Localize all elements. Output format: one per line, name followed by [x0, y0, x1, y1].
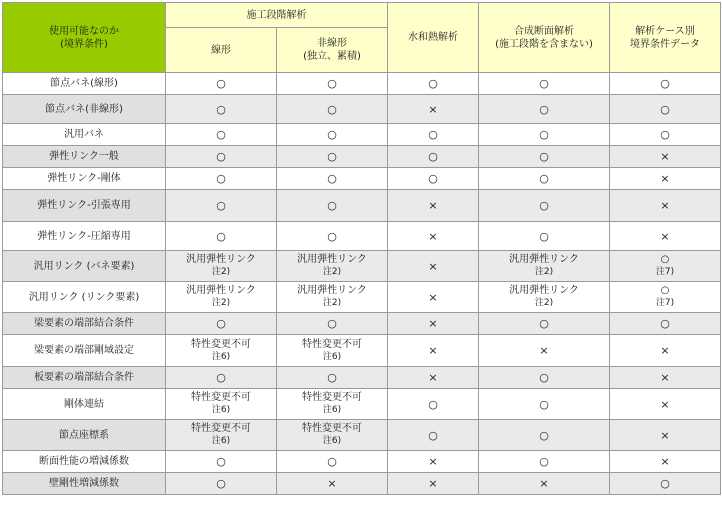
composite-header-line2: (施工段階を含まない): [495, 38, 593, 50]
row-label: 汎用リンク (バネ要素): [3, 251, 166, 282]
row-label: 汎用リンク (リンク要素): [3, 282, 166, 313]
table-cell: ○: [166, 190, 277, 222]
table-cell: ×: [610, 335, 721, 367]
row-label: 節点座標系: [3, 420, 166, 451]
table-cell: ○: [479, 367, 610, 389]
cell-note: 注7): [655, 267, 675, 277]
table-cell: ○: [479, 420, 610, 451]
cell-value: 特性変更不可: [302, 423, 362, 434]
table-cell: ×: [610, 389, 721, 420]
row-label: 弾性リンク-剛体: [3, 168, 166, 190]
cell-note: 注2): [534, 267, 554, 277]
table-cell: [166, 335, 277, 367]
cell-value: 汎用弾性リンク: [509, 254, 579, 265]
case-header-line1: 解析ケース別: [635, 25, 695, 37]
table-cell: ○: [479, 73, 610, 95]
nonlinear-header-line1: 非線形: [317, 38, 347, 49]
table-cell: [277, 420, 388, 451]
table-cell: ×: [388, 335, 479, 367]
corner-header-line2: (境界条件): [60, 38, 108, 50]
table-cell: ○: [277, 124, 388, 146]
case-boundary-header: [610, 3, 721, 73]
row-label: 節点バネ(線形): [3, 73, 166, 95]
table-cell: ×: [479, 335, 610, 367]
table-row: [3, 146, 721, 168]
cell-note: 注6): [322, 405, 342, 415]
table-cell: ○: [277, 451, 388, 473]
table-row: [3, 251, 721, 282]
table-cell: ×: [388, 313, 479, 335]
corner-header: [3, 3, 166, 73]
table-cell: ○: [610, 473, 721, 495]
cell-note: 注2): [322, 298, 342, 308]
table-cell: ○: [166, 367, 277, 389]
table-body: [3, 73, 721, 495]
table-cell: ○: [479, 124, 610, 146]
cell-note: 注2): [211, 267, 231, 277]
table-cell: ○: [479, 222, 610, 251]
table-row: [3, 190, 721, 222]
table-cell: ○: [277, 95, 388, 124]
cell-note: 注6): [211, 405, 231, 415]
table-cell: ○: [166, 146, 277, 168]
table-cell: ○: [166, 222, 277, 251]
table-cell: ○: [388, 420, 479, 451]
table-cell: [610, 282, 721, 313]
cell-note: 注6): [322, 436, 342, 446]
table-cell: ○: [277, 367, 388, 389]
cell-note: 注7): [655, 298, 675, 308]
cell-value: 汎用弾性リンク: [297, 254, 367, 265]
table-cell: ○: [166, 313, 277, 335]
row-label: 板要素の端部結合条件: [3, 367, 166, 389]
case-header-line2: 境界条件データ: [630, 38, 700, 50]
row-label: 梁要素の端部剛域設定: [3, 335, 166, 367]
table-cell: ×: [277, 473, 388, 495]
table-row: [3, 168, 721, 190]
row-label: 弾性リンク-圧縮専用: [3, 222, 166, 251]
table-cell: [166, 389, 277, 420]
cell-note: 注2): [211, 298, 231, 308]
table-cell: [479, 251, 610, 282]
table-cell: ×: [610, 190, 721, 222]
table-cell: ○: [479, 146, 610, 168]
table-cell: ×: [388, 190, 479, 222]
row-label: 節点バネ(非線形): [3, 95, 166, 124]
row-label: 汎用バネ: [3, 124, 166, 146]
table-row: [3, 473, 721, 495]
table-cell: [166, 251, 277, 282]
table-cell: ×: [610, 168, 721, 190]
boundary-condition-table: [2, 2, 721, 495]
table-cell: ○: [277, 222, 388, 251]
composite-header-line1: 合成断面解析: [514, 25, 574, 37]
cell-note: 注2): [322, 267, 342, 277]
cell-note: 注2): [534, 298, 554, 308]
cell-value: 汎用弾性リンク: [297, 285, 367, 296]
table-cell: ×: [388, 473, 479, 495]
cell-value: 特性変更不可: [302, 392, 362, 403]
table-cell: ○: [610, 95, 721, 124]
table-cell: ×: [479, 473, 610, 495]
linear-header: 線形: [166, 28, 277, 73]
table-cell: ○: [479, 451, 610, 473]
heat-of-hydration-header: 水和熱解析: [388, 3, 479, 73]
table-cell: ×: [388, 222, 479, 251]
cell-value: 特性変更不可: [191, 338, 251, 350]
cell-note: 注6): [211, 436, 231, 446]
table-cell: ○: [479, 95, 610, 124]
table-cell: ○: [277, 146, 388, 168]
cell-note: 注6): [322, 351, 342, 362]
table-cell: ○: [166, 473, 277, 495]
cell-value: ○: [660, 254, 670, 265]
table-cell: ○: [479, 190, 610, 222]
table-row: [3, 73, 721, 95]
table-cell: ○: [610, 313, 721, 335]
table-row: [3, 95, 721, 124]
table-cell: [277, 282, 388, 313]
table-row: [3, 335, 721, 367]
table-cell: ×: [388, 367, 479, 389]
cell-value: 特性変更不可: [191, 423, 251, 434]
table-cell: ×: [610, 367, 721, 389]
table-row: [3, 222, 721, 251]
table-cell: ○: [277, 190, 388, 222]
table-cell: ○: [277, 168, 388, 190]
table-cell: [166, 282, 277, 313]
table-row: [3, 420, 721, 451]
row-label: 弾性リンク一般: [3, 146, 166, 168]
table-cell: [166, 420, 277, 451]
table-cell: ○: [610, 124, 721, 146]
table-cell: ×: [388, 451, 479, 473]
table-row: [3, 389, 721, 420]
table-cell: [277, 389, 388, 420]
cell-value: 汎用弾性リンク: [509, 285, 579, 296]
cell-note: 注6): [211, 351, 231, 362]
table-cell: ×: [388, 251, 479, 282]
table-cell: ○: [388, 124, 479, 146]
row-label: 壁剛性増減係数: [3, 473, 166, 495]
cell-value: 汎用弾性リンク: [186, 254, 256, 265]
nonlinear-header: [277, 28, 388, 73]
row-label: 断面性能の増減係数: [3, 451, 166, 473]
construction-stage-header: 施工段階解析: [166, 3, 388, 28]
table-cell: ○: [388, 146, 479, 168]
table-cell: [277, 335, 388, 367]
corner-header-line1: 使用可能なのか: [49, 25, 119, 37]
table-cell: ○: [388, 168, 479, 190]
table-cell: ○: [479, 389, 610, 420]
table-cell: [610, 251, 721, 282]
table-cell: ○: [166, 168, 277, 190]
table-cell: ×: [388, 282, 479, 313]
nonlinear-header-line2: (独立、累積): [303, 51, 361, 62]
cell-value: ○: [660, 285, 670, 296]
table-cell: ○: [166, 73, 277, 95]
composite-section-header: [479, 3, 610, 73]
table-cell: ×: [610, 222, 721, 251]
table-cell: [277, 251, 388, 282]
table-row: [3, 367, 721, 389]
table-cell: ×: [610, 146, 721, 168]
row-label: 弾性リンク-引張専用: [3, 190, 166, 222]
table-cell: ○: [166, 95, 277, 124]
table-cell: ×: [610, 420, 721, 451]
table-row: [3, 124, 721, 146]
table-cell: ×: [388, 95, 479, 124]
cell-value: 汎用弾性リンク: [186, 285, 256, 296]
table-cell: ○: [479, 313, 610, 335]
table-cell: ○: [166, 451, 277, 473]
cell-value: 特性変更不可: [302, 338, 362, 350]
table-cell: ○: [388, 73, 479, 95]
table-row: [3, 313, 721, 335]
row-label: 梁要素の端部結合条件: [3, 313, 166, 335]
row-label: 剛体連結: [3, 389, 166, 420]
table-row: [3, 451, 721, 473]
table-cell: ○: [610, 73, 721, 95]
table-cell: ○: [277, 73, 388, 95]
table-cell: ○: [166, 124, 277, 146]
table-cell: [479, 282, 610, 313]
table-row: [3, 282, 721, 313]
table-cell: ○: [277, 313, 388, 335]
cell-value: 特性変更不可: [191, 392, 251, 403]
table-cell: ×: [610, 451, 721, 473]
table-cell: ○: [388, 389, 479, 420]
table-cell: ○: [479, 168, 610, 190]
